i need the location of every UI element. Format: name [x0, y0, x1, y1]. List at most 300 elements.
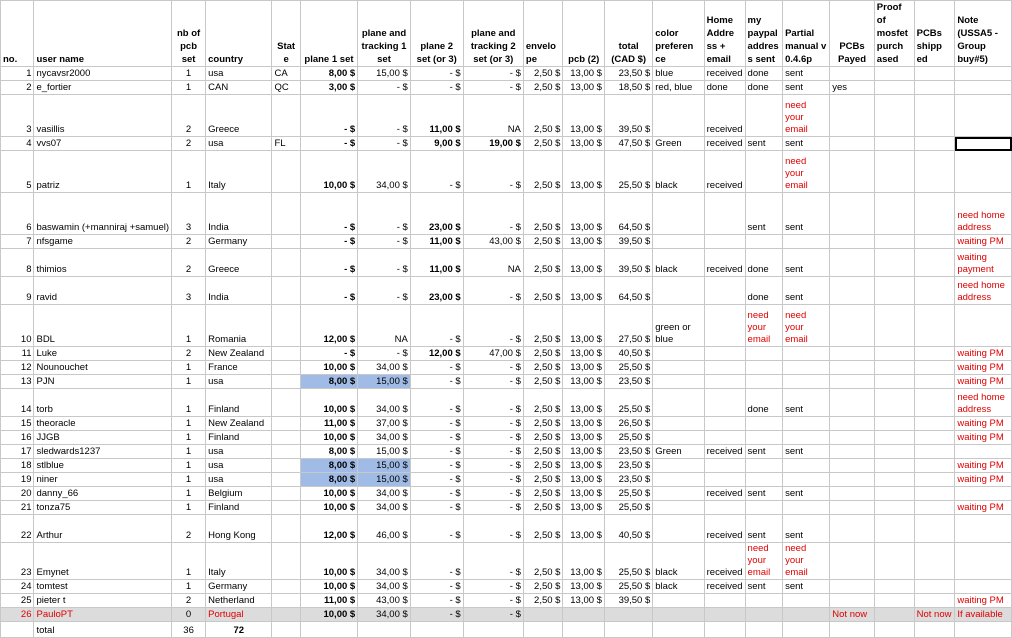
plane-tracking1-price-cell[interactable]: NA	[358, 305, 411, 347]
plane-tracking2-price-cell[interactable]: NA	[463, 249, 523, 277]
row-no-cell[interactable]: 14	[1, 389, 34, 417]
partial-manual-status-cell[interactable]	[783, 417, 830, 431]
home-address-status-cell[interactable]	[704, 347, 745, 361]
home-address-status-cell[interactable]	[704, 193, 745, 235]
plane-tracking2-price-cell[interactable]: - $	[463, 193, 523, 235]
plane1-price-cell[interactable]: 8,00 $	[300, 445, 357, 459]
pcbs-payed-cell[interactable]	[830, 445, 875, 459]
plane-tracking2-price-cell[interactable]: - $	[463, 431, 523, 445]
pcbs-payed-cell[interactable]	[830, 249, 875, 277]
pcbs-shipped-cell[interactable]: Not now	[914, 608, 955, 622]
plane2-price-cell[interactable]: - $	[410, 361, 463, 375]
row-no-cell[interactable]: 23	[1, 543, 34, 580]
state-cell[interactable]	[272, 515, 300, 543]
pcb-count-cell[interactable]: 1	[172, 305, 206, 347]
home-address-status-cell[interactable]	[704, 473, 745, 487]
country-cell[interactable]: usa	[206, 473, 272, 487]
pcbs-payed-cell[interactable]	[830, 431, 875, 445]
plane-tracking2-price-cell[interactable]: - $	[463, 375, 523, 389]
row-no-cell[interactable]: 9	[1, 277, 34, 305]
plane-tracking2-price-cell[interactable]: 19,00 $	[463, 137, 523, 151]
home-address-status-cell[interactable]: received	[704, 487, 745, 501]
home-address-status-cell[interactable]: done	[704, 81, 745, 95]
pcbs-payed-cell[interactable]	[830, 193, 875, 235]
mosfet-proof-cell[interactable]	[874, 361, 914, 375]
plane2-price-cell[interactable]: - $	[410, 417, 463, 431]
pcb-count-cell[interactable]: 1	[172, 67, 206, 81]
plane-tracking1-price-cell[interactable]: 34,00 $	[358, 608, 411, 622]
envelope-price-cell[interactable]: 2,50 $	[523, 235, 563, 249]
partial-manual-status-cell[interactable]: sent	[783, 580, 830, 594]
plane2-price-cell[interactable]: - $	[410, 375, 463, 389]
row-no-cell[interactable]: 1	[1, 67, 34, 81]
color-preference-cell[interactable]: Green	[653, 445, 704, 459]
row-no-cell[interactable]: 7	[1, 235, 34, 249]
plane1-price-cell[interactable]: 10,00 $	[300, 361, 357, 375]
envelope-price-cell[interactable]: 2,50 $	[523, 81, 563, 95]
pcbs-payed-cell[interactable]	[830, 305, 875, 347]
state-cell[interactable]	[272, 487, 300, 501]
pcbs-shipped-cell[interactable]	[914, 431, 955, 445]
pcb2-price-cell[interactable]: 13,00 $	[563, 459, 604, 473]
pcbs-payed-cell[interactable]	[830, 95, 875, 137]
plane-tracking1-price-cell[interactable]: 34,00 $	[358, 431, 411, 445]
note-cell[interactable]: waiting PM	[955, 594, 1012, 608]
paypal-status-cell[interactable]: sent	[745, 445, 783, 459]
user-name-cell[interactable]: vvs07	[34, 137, 172, 151]
plane2-price-cell[interactable]: - $	[410, 305, 463, 347]
home-address-status-cell[interactable]	[704, 305, 745, 347]
home-address-status-cell[interactable]	[704, 431, 745, 445]
pcb-count-cell[interactable]: 1	[172, 543, 206, 580]
mosfet-proof-cell[interactable]	[874, 81, 914, 95]
mosfet-proof-cell[interactable]	[874, 305, 914, 347]
plane1-price-cell[interactable]: - $	[300, 235, 357, 249]
plane-tracking1-price-cell[interactable]: 43,00 $	[358, 594, 411, 608]
color-preference-cell[interactable]	[653, 487, 704, 501]
envelope-price-cell[interactable]: 2,50 $	[523, 473, 563, 487]
plane-tracking2-price-cell[interactable]: 47,00 $	[463, 347, 523, 361]
pcb-count-cell[interactable]: 2	[172, 515, 206, 543]
plane-tracking2-price-cell[interactable]: - $	[463, 277, 523, 305]
country-cell[interactable]: Finland	[206, 431, 272, 445]
user-name-cell[interactable]: vasillis	[34, 95, 172, 137]
paypal-status-cell[interactable]	[745, 459, 783, 473]
plane2-price-cell[interactable]: - $	[410, 445, 463, 459]
plane1-price-cell[interactable]: 3,00 $	[300, 81, 357, 95]
user-name-cell[interactable]: torb	[34, 389, 172, 417]
plane2-price-cell[interactable]: - $	[410, 389, 463, 417]
user-name-cell[interactable]: niner	[34, 473, 172, 487]
pcbs-shipped-cell[interactable]	[914, 501, 955, 515]
header-pcb2[interactable]: pcb (2)	[563, 1, 604, 67]
plane1-price-cell[interactable]: 11,00 $	[300, 594, 357, 608]
note-cell[interactable]	[955, 445, 1012, 459]
mosfet-proof-cell[interactable]	[874, 431, 914, 445]
pcbs-payed-cell[interactable]: Not now	[830, 608, 875, 622]
pcbs-payed-cell[interactable]	[830, 487, 875, 501]
state-cell[interactable]	[272, 151, 300, 193]
total-price-cell[interactable]: 23,50 $	[604, 473, 652, 487]
user-name-cell[interactable]: ravid	[34, 277, 172, 305]
note-cell[interactable]: need home address	[955, 389, 1012, 417]
plane2-price-cell[interactable]: 11,00 $	[410, 95, 463, 137]
partial-manual-status-cell[interactable]: sent	[783, 389, 830, 417]
plane2-price-cell[interactable]: - $	[410, 543, 463, 580]
note-cell[interactable]	[955, 515, 1012, 543]
plane-tracking2-price-cell[interactable]: - $	[463, 445, 523, 459]
paypal-status-cell[interactable]: sent	[745, 193, 783, 235]
mosfet-proof-cell[interactable]	[874, 594, 914, 608]
total-price-cell[interactable]: 25,50 $	[604, 543, 652, 580]
mosfet-proof-cell[interactable]	[874, 67, 914, 81]
plane-tracking2-price-cell[interactable]: - $	[463, 473, 523, 487]
paypal-status-cell[interactable]	[745, 375, 783, 389]
home-address-status-cell[interactable]: received	[704, 151, 745, 193]
color-preference-cell[interactable]	[653, 235, 704, 249]
mosfet-proof-cell[interactable]	[874, 445, 914, 459]
country-cell[interactable]: Italy	[206, 151, 272, 193]
total-price-cell[interactable]: 27,50 $	[604, 305, 652, 347]
user-name-cell[interactable]: sledwards1237	[34, 445, 172, 459]
pcb2-price-cell[interactable]: 13,00 $	[563, 417, 604, 431]
home-address-status-cell[interactable]	[704, 389, 745, 417]
country-cell[interactable]: New Zealand	[206, 417, 272, 431]
plane-tracking2-price-cell[interactable]: 43,00 $	[463, 235, 523, 249]
state-cell[interactable]	[272, 417, 300, 431]
pcbs-shipped-cell[interactable]	[914, 594, 955, 608]
plane-tracking2-price-cell[interactable]: - $	[463, 543, 523, 580]
pcb-count-cell[interactable]: 1	[172, 417, 206, 431]
pcbs-shipped-cell[interactable]	[914, 417, 955, 431]
row-no-cell[interactable]: 17	[1, 445, 34, 459]
note-cell[interactable]: need home address	[955, 193, 1012, 235]
pcbs-payed-cell[interactable]	[830, 501, 875, 515]
mosfet-proof-cell[interactable]	[874, 249, 914, 277]
pcbs-shipped-cell[interactable]	[914, 347, 955, 361]
pcbs-shipped-cell[interactable]	[914, 473, 955, 487]
pcb2-price-cell[interactable]: 13,00 $	[563, 487, 604, 501]
envelope-price-cell[interactable]: 2,50 $	[523, 249, 563, 277]
total-price-cell[interactable]: 18,50 $	[604, 81, 652, 95]
envelope-price-cell[interactable]: 2,50 $	[523, 487, 563, 501]
pcb-count-cell[interactable]: 2	[172, 137, 206, 151]
plane1-price-cell[interactable]: 8,00 $	[300, 459, 357, 473]
partial-manual-status-cell[interactable]	[783, 501, 830, 515]
pcb-count-cell[interactable]: 1	[172, 487, 206, 501]
mosfet-proof-cell[interactable]	[874, 473, 914, 487]
color-preference-cell[interactable]	[653, 389, 704, 417]
total-price-cell[interactable]: 25,50 $	[604, 361, 652, 375]
country-cell[interactable]: Italy	[206, 543, 272, 580]
mosfet-proof-cell[interactable]	[874, 277, 914, 305]
paypal-status-cell[interactable]	[745, 473, 783, 487]
plane1-price-cell[interactable]: - $	[300, 277, 357, 305]
pcb2-price-cell[interactable]: 13,00 $	[563, 305, 604, 347]
envelope-price-cell[interactable]: 2,50 $	[523, 459, 563, 473]
row-no-cell[interactable]: 2	[1, 81, 34, 95]
color-preference-cell[interactable]: black	[653, 543, 704, 580]
partial-manual-status-cell[interactable]	[783, 361, 830, 375]
color-preference-cell[interactable]	[653, 459, 704, 473]
envelope-price-cell[interactable]: 2,50 $	[523, 151, 563, 193]
paypal-status-cell[interactable]: need your email	[745, 305, 783, 347]
pcb-count-cell[interactable]: 2	[172, 249, 206, 277]
pcb-count-cell[interactable]: 1	[172, 473, 206, 487]
paypal-status-cell[interactable]: done	[745, 389, 783, 417]
pcb2-price-cell[interactable]: 13,00 $	[563, 375, 604, 389]
pcbs-payed-cell[interactable]	[830, 515, 875, 543]
paypal-status-cell[interactable]	[745, 95, 783, 137]
color-preference-cell[interactable]: green or blue	[653, 305, 704, 347]
plane-tracking1-price-cell[interactable]: 15,00 $	[358, 459, 411, 473]
pcb2-price-cell[interactable]: 13,00 $	[563, 235, 604, 249]
note-cell[interactable]: need home address	[955, 277, 1012, 305]
paypal-status-cell[interactable]: sent	[745, 580, 783, 594]
home-address-status-cell[interactable]: received	[704, 445, 745, 459]
pcb2-price-cell[interactable]: 13,00 $	[563, 277, 604, 305]
total-price-cell[interactable]: 23,50 $	[604, 375, 652, 389]
state-cell[interactable]	[272, 431, 300, 445]
home-address-status-cell[interactable]	[704, 608, 745, 622]
pcb2-price-cell[interactable]: 13,00 $	[563, 501, 604, 515]
partial-manual-status-cell[interactable]	[783, 375, 830, 389]
plane-tracking2-price-cell[interactable]: - $	[463, 151, 523, 193]
country-cell[interactable]: Netherland	[206, 594, 272, 608]
plane2-price-cell[interactable]: - $	[410, 594, 463, 608]
plane1-price-cell[interactable]: 10,00 $	[300, 580, 357, 594]
pcbs-shipped-cell[interactable]	[914, 445, 955, 459]
pcb-count-cell[interactable]: 1	[172, 431, 206, 445]
country-cell[interactable]: Romania	[206, 305, 272, 347]
user-name-cell[interactable]: PauloPT	[34, 608, 172, 622]
pcbs-payed-cell[interactable]	[830, 580, 875, 594]
partial-manual-status-cell[interactable]: need your email	[783, 151, 830, 193]
pcbs-shipped-cell[interactable]	[914, 580, 955, 594]
plane-tracking2-price-cell[interactable]: - $	[463, 417, 523, 431]
plane1-price-cell[interactable]: 8,00 $	[300, 67, 357, 81]
pcb-count-cell[interactable]: 1	[172, 459, 206, 473]
note-cell[interactable]: waiting PM	[955, 459, 1012, 473]
paypal-status-cell[interactable]	[745, 235, 783, 249]
row-no-cell[interactable]: 22	[1, 515, 34, 543]
user-name-cell[interactable]: Nounouchet	[34, 361, 172, 375]
plane-tracking1-price-cell[interactable]: 15,00 $	[358, 473, 411, 487]
state-cell[interactable]	[272, 473, 300, 487]
user-name-cell[interactable]: PJN	[34, 375, 172, 389]
envelope-price-cell[interactable]: 2,50 $	[523, 305, 563, 347]
plane-tracking1-price-cell[interactable]: - $	[358, 193, 411, 235]
state-cell[interactable]	[272, 375, 300, 389]
pcbs-shipped-cell[interactable]	[914, 305, 955, 347]
total-price-cell[interactable]: 23,50 $	[604, 67, 652, 81]
row-no-cell[interactable]: 20	[1, 487, 34, 501]
partial-manual-status-cell[interactable]: need your email	[783, 95, 830, 137]
user-name-cell[interactable]: thimios	[34, 249, 172, 277]
row-no-cell[interactable]: 16	[1, 431, 34, 445]
mosfet-proof-cell[interactable]	[874, 608, 914, 622]
mosfet-proof-cell[interactable]	[874, 487, 914, 501]
row-no-cell[interactable]: 5	[1, 151, 34, 193]
pcb2-price-cell[interactable]: 13,00 $	[563, 594, 604, 608]
pcb-count-cell[interactable]: 1	[172, 501, 206, 515]
pcb-count-cell[interactable]: 1	[172, 361, 206, 375]
plane-tracking1-price-cell[interactable]: - $	[358, 347, 411, 361]
row-no-cell[interactable]: 21	[1, 501, 34, 515]
header-note[interactable]: Note (USSA5 - Group buy#5)	[955, 1, 1012, 67]
paypal-status-cell[interactable]	[745, 431, 783, 445]
pcbs-payed-cell[interactable]	[830, 543, 875, 580]
row-no-cell[interactable]: 24	[1, 580, 34, 594]
pcbs-shipped-cell[interactable]	[914, 459, 955, 473]
plane-tracking2-price-cell[interactable]: - $	[463, 67, 523, 81]
color-preference-cell[interactable]	[653, 375, 704, 389]
pcb2-price-cell[interactable]: 13,00 $	[563, 473, 604, 487]
pcbs-payed-cell[interactable]	[830, 361, 875, 375]
pcbs-shipped-cell[interactable]	[914, 67, 955, 81]
partial-manual-status-cell[interactable]: sent	[783, 277, 830, 305]
pcbs-shipped-cell[interactable]	[914, 81, 955, 95]
row-no-cell[interactable]: 4	[1, 137, 34, 151]
country-cell[interactable]: usa	[206, 445, 272, 459]
note-cell[interactable]	[955, 95, 1012, 137]
mosfet-proof-cell[interactable]	[874, 347, 914, 361]
state-cell[interactable]	[272, 347, 300, 361]
plane1-price-cell[interactable]: 11,00 $	[300, 417, 357, 431]
pcbs-payed-cell[interactable]	[830, 347, 875, 361]
plane-tracking2-price-cell[interactable]: - $	[463, 389, 523, 417]
note-cell[interactable]	[955, 487, 1012, 501]
pcbs-shipped-cell[interactable]	[914, 137, 955, 151]
plane-tracking1-price-cell[interactable]: 37,00 $	[358, 417, 411, 431]
pcb-count-cell[interactable]: 2	[172, 235, 206, 249]
user-name-cell[interactable]: nfsgame	[34, 235, 172, 249]
total-price-cell[interactable]: 23,50 $	[604, 459, 652, 473]
home-address-status-cell[interactable]: received	[704, 137, 745, 151]
paypal-status-cell[interactable]	[745, 501, 783, 515]
mosfet-proof-cell[interactable]	[874, 193, 914, 235]
country-cell[interactable]: usa	[206, 67, 272, 81]
pcbs-shipped-cell[interactable]	[914, 361, 955, 375]
total-price-cell[interactable]: 47,50 $	[604, 137, 652, 151]
pcb2-price-cell[interactable]: 13,00 $	[563, 361, 604, 375]
envelope-price-cell[interactable]: 2,50 $	[523, 445, 563, 459]
pcb-count-cell[interactable]: 2	[172, 95, 206, 137]
plane-tracking1-price-cell[interactable]: - $	[358, 277, 411, 305]
pcb-count-cell[interactable]: 1	[172, 81, 206, 95]
pcbs-payed-cell[interactable]	[830, 389, 875, 417]
envelope-price-cell[interactable]: 2,50 $	[523, 417, 563, 431]
plane1-price-cell[interactable]: - $	[300, 95, 357, 137]
pcbs-payed-cell[interactable]	[830, 417, 875, 431]
header-plane-tracking2[interactable]: plane and tracking 2 set (or 3)	[463, 1, 523, 67]
home-address-status-cell[interactable]	[704, 375, 745, 389]
user-name-cell[interactable]: JJGB	[34, 431, 172, 445]
mosfet-proof-cell[interactable]	[874, 235, 914, 249]
note-cell[interactable]: waiting PM	[955, 431, 1012, 445]
plane2-price-cell[interactable]: - $	[410, 459, 463, 473]
envelope-price-cell[interactable]: 2,50 $	[523, 375, 563, 389]
header-color[interactable]: color preferen ce	[653, 1, 704, 67]
color-preference-cell[interactable]	[653, 95, 704, 137]
plane-tracking1-price-cell[interactable]: - $	[358, 137, 411, 151]
partial-manual-status-cell[interactable]: need your email	[783, 543, 830, 580]
country-cell[interactable]: Belgium	[206, 487, 272, 501]
paypal-status-cell[interactable]	[745, 417, 783, 431]
pcb2-price-cell[interactable]: 13,00 $	[563, 515, 604, 543]
plane2-price-cell[interactable]: - $	[410, 515, 463, 543]
country-cell[interactable]: Portugal	[206, 608, 272, 622]
home-address-status-cell[interactable]: received	[704, 515, 745, 543]
plane2-price-cell[interactable]: - $	[410, 67, 463, 81]
country-cell[interactable]: Finland	[206, 501, 272, 515]
mosfet-proof-cell[interactable]	[874, 459, 914, 473]
user-name-cell[interactable]: Arthur	[34, 515, 172, 543]
state-cell[interactable]	[272, 389, 300, 417]
note-cell[interactable]	[955, 81, 1012, 95]
pcb2-price-cell[interactable]: 13,00 $	[563, 431, 604, 445]
color-preference-cell[interactable]: black	[653, 249, 704, 277]
envelope-price-cell[interactable]	[523, 608, 563, 622]
country-cell[interactable]: India	[206, 277, 272, 305]
row-no-cell[interactable]: 12	[1, 361, 34, 375]
home-address-status-cell[interactable]	[704, 594, 745, 608]
pcbs-payed-cell[interactable]	[830, 459, 875, 473]
pcb2-price-cell[interactable]: 13,00 $	[563, 249, 604, 277]
plane-tracking2-price-cell[interactable]: - $	[463, 487, 523, 501]
home-address-status-cell[interactable]: received	[704, 67, 745, 81]
pcbs-shipped-cell[interactable]	[914, 389, 955, 417]
pcb-count-cell[interactable]: 1	[172, 445, 206, 459]
total-price-cell[interactable]: 25,50 $	[604, 501, 652, 515]
plane-tracking1-price-cell[interactable]: 34,00 $	[358, 501, 411, 515]
plane2-price-cell[interactable]: - $	[410, 81, 463, 95]
state-cell[interactable]	[272, 305, 300, 347]
pcb2-price-cell[interactable]: 13,00 $	[563, 137, 604, 151]
row-no-cell[interactable]: 25	[1, 594, 34, 608]
envelope-price-cell[interactable]: 2,50 $	[523, 361, 563, 375]
pcbs-shipped-cell[interactable]	[914, 151, 955, 193]
mosfet-proof-cell[interactable]	[874, 580, 914, 594]
plane-tracking1-price-cell[interactable]: - $	[358, 95, 411, 137]
user-name-cell[interactable]: tonza75	[34, 501, 172, 515]
user-name-cell[interactable]: BDL	[34, 305, 172, 347]
plane1-price-cell[interactable]: - $	[300, 193, 357, 235]
row-no-cell[interactable]: 10	[1, 305, 34, 347]
pcb-count-cell[interactable]: 1	[172, 389, 206, 417]
partial-manual-status-cell[interactable]	[783, 459, 830, 473]
plane2-price-cell[interactable]: 9,00 $	[410, 137, 463, 151]
note-cell[interactable]: waiting PM	[955, 361, 1012, 375]
row-no-cell[interactable]: 18	[1, 459, 34, 473]
partial-manual-status-cell[interactable]	[783, 235, 830, 249]
home-address-status-cell[interactable]: received	[704, 543, 745, 580]
partial-manual-status-cell[interactable]: sent	[783, 137, 830, 151]
plane2-price-cell[interactable]: 23,00 $	[410, 193, 463, 235]
pcbs-payed-cell[interactable]: yes	[830, 81, 875, 95]
envelope-price-cell[interactable]: 2,50 $	[523, 389, 563, 417]
plane2-price-cell[interactable]: - $	[410, 431, 463, 445]
user-name-cell[interactable]: Luke	[34, 347, 172, 361]
note-cell[interactable]	[955, 305, 1012, 347]
total-price-cell[interactable]	[604, 608, 652, 622]
plane2-price-cell[interactable]: - $	[410, 501, 463, 515]
paypal-status-cell[interactable]: need your email	[745, 543, 783, 580]
partial-manual-status-cell[interactable]: sent	[783, 193, 830, 235]
plane-tracking1-price-cell[interactable]: 34,00 $	[358, 389, 411, 417]
note-cell[interactable]: waiting PM	[955, 501, 1012, 515]
plane-tracking2-price-cell[interactable]: - $	[463, 580, 523, 594]
